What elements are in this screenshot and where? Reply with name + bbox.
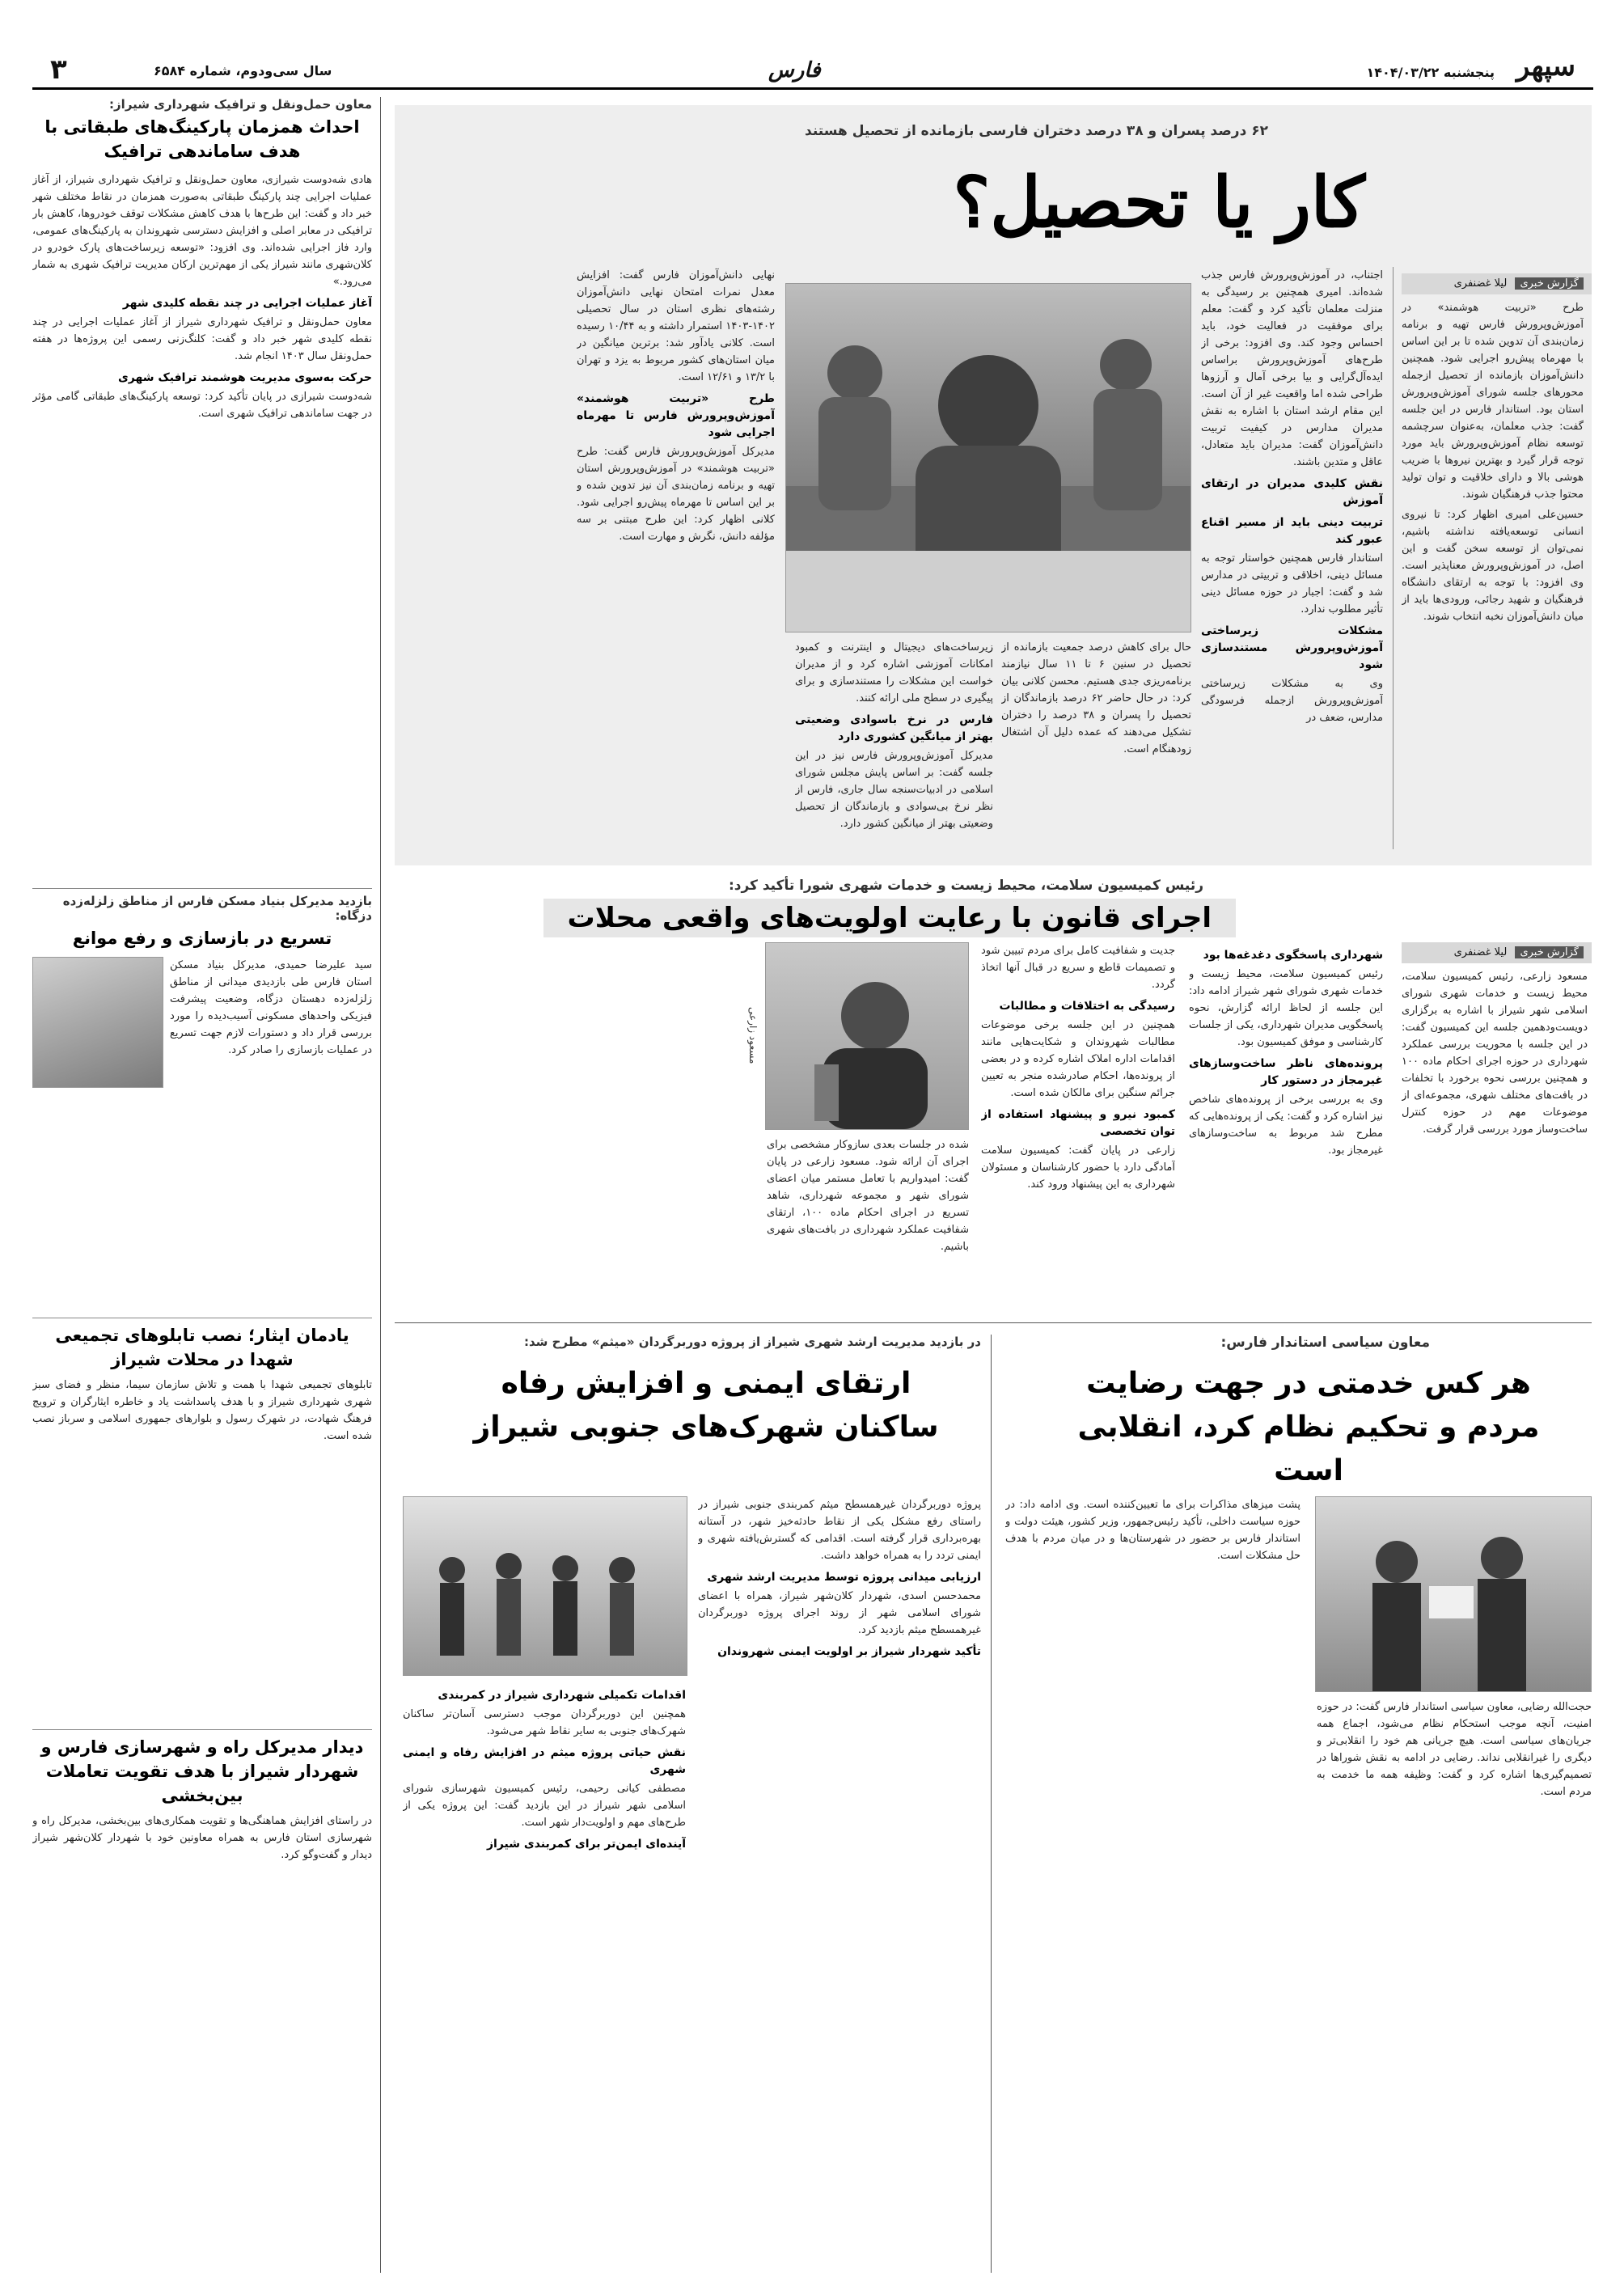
bottom-left-col-1: [698, 1496, 981, 2265]
sidebar-body-1-text: هادی شه‌دوست شیرازی، معاون حمل‌ونقل و ترافیک شهرداری شیراز، از آغاز عملیات اجرایی چند پارکینگ طبقاتی به‌صورت همزمان در نقاط مختلف شهر خبر داد و گفت: این طرح‌ها با هدف کاهش مشکلات توقف خودروها، کاهش بار ترافیکی در معابر اصلی و افزایش دسترسی شهروندان به پارکینگ‌های عمومی، وارد فاز اجرایی شده‌اند. وی افزود: «توسعه زیرساخت‌های پارک خودرو در کلان‌شهری مانند شیراز یکی از مهم‌ترین ارکان مدیریت ترافیک شهری به شمار می‌رود.»: [32, 174, 372, 288]
sidebar-sep-1: [32, 888, 372, 889]
lead-col-1-text: طرح «تربیت هوشمند» در آموزش‌وپرورش فارس تهیه و برنامه زمان‌بندی آن تدوین شده تا بر این اساس با مهرماه پیش‌رو اجرایی شود. همچنین دانش‌آموزان بازمانده از تحصیل ازجمله محورهای جلسه شورای آموزش‌وپرورش استان بود. استاندار فارس در این جلسه گفت: جذب معلمان، به‌عنوان سرچشمه توسعه نظام آموزش‌وپرورش باید مورد توجه قرار گیرد و بهترین نیروها با ضریب هوشی بالا و دارای خلاقیت و توان تولید محتوا جذب فرهنگیان شوند.: [1402, 302, 1584, 501]
bottom-left-col-1-sub-2: تأکید شهردار شیراز بر اولویت ایمنی شهروندان: [717, 1645, 981, 1658]
lead-col-3b-text: مدیرکل آموزش‌وپرورش فارس نیز در این جلسه گفت: بر اساس پایش مجلس شورای اسلامی در ادبیات‌سنجه سال جاری، فارس از نظر نرخ بی‌سوادی و بازماندگان از تحصیل وضعیتی بهتر از میانگین کشور دارد.: [795, 750, 993, 830]
speaker-illustration: [766, 943, 968, 1129]
sidebar-story-2: [32, 957, 372, 1313]
bottom-left-story: [395, 1335, 981, 2273]
mid-kicker: رئیس کمیسیون سلامت، محیط زیست و خدمات شهری شورا تأکید کرد:: [728, 878, 1203, 894]
earthquake-visit-photo: [32, 957, 163, 1088]
byline-author: لیلا غضنفری: [1453, 277, 1508, 290]
mid-headline: اجرای قانون با رعایت اولویت‌های واقعی محلات: [543, 899, 1236, 937]
lead-col-2-sub-2: تربیت دینی باید از مسیر اقناع عبور کند: [1201, 516, 1383, 546]
students-illustration: [786, 284, 1191, 632]
classroom-photo: [785, 283, 1191, 632]
lead-col-4-text: حال برای کاهش درصد جمعیت بازمانده از تحصیل در سنین ۶ تا ۱۱ سال نیازمند برنامه‌ریزی جدی هستیم. محسن کلانی بیان کرد: در حال حاضر ۶۲ درصد بازماندگان از تحصیل را پسران و ۳۸ درصد را دختران تشکیل می‌دهند که عمده دلیل آن اشتغال زودهنگام است.: [1001, 641, 1191, 755]
bottom-left-col-2: [403, 1682, 686, 2265]
sidebar-headline-2: تسریع در بازسازی و رفع موانع: [72, 929, 332, 948]
col-divider: [1393, 267, 1394, 849]
bottom-left-kicker: در بازدید مدیریت ارشد شهری شیراز از پروژه دوربرگردان «میثم» مطرح شد:: [523, 1335, 981, 1349]
left-sidebar: [32, 97, 372, 2273]
bottom-right-headline: هر کس خدمتی در جهت رضایت مردم و تحکیم نظام کرد، انقلابی است: [1077, 1367, 1540, 1487]
lead-col-2-text: اجتناب، در آموزش‌وپرورش فارس جذب شده‌اند. امیری همچنین بر رسیدگی به منزلت معلمان تأکید کرد و گفت: معلم برای موفقیت در فعالیت خود، باید احساس وجود کند. وی افزود: برخی از طرح‌های آموزش‌وپرورش براساس ایده‌آل‌گرایی و بیا برخی آمال و آرزوها طراحی شده اما واقعیت غیر از آن است. این مقام ارشد استان با اشاره به نقش مدیران مدارس در کیفیت تربیت دانش‌آموزان گفت: مدیران باید متعادل، عاقل و متدین باشند.: [1201, 269, 1383, 468]
bottom-left-col-1-sub-1: ارزیابی میدانی پروژه توسط مدیریت ارشد شهری: [707, 1571, 981, 1584]
bottom-left-col-2-sub-3: آینده‌ای ایمن‌تر برای کمربندی شیراز: [486, 1838, 686, 1851]
sidebar-kicker-1: معاون حمل‌ونقل و ترافیک شهرداری شیراز:: [109, 97, 372, 112]
mid-col-3-sub-1: رسیدگی به اختلافات و مطالبات: [999, 1000, 1175, 1013]
lead-col-1: [1402, 299, 1584, 857]
sidebar-body-1b-text: معاون حمل‌ونقل و ترافیک شهرداری شیراز از آغاز عملیات اجرایی در چند نقطه کلیدی شهر خبر داد و گفت: کلنگ‌زنی رسمی این پروژه‌ها در هفته حمل‌ونقل سال ۱۴۰۳ انجام شد.: [32, 316, 372, 362]
mid-col-2: [1189, 942, 1383, 1308]
sidebar-sub-2: حرکت به‌سوی مدیریت هوشمند ترافیک شهری: [117, 371, 372, 384]
sidebar-divider: [380, 97, 381, 2273]
masthead-rule: [32, 87, 1593, 90]
bottom-left-col-1b-text: محمدحسن اسدی، شهردار کلان‌شهر شیراز، همراه با اعضای شورای اسلامی شهر از روند اجرای پروژه دوربرگردان غیرهمسطح میثم بازدید کرد.: [698, 1590, 981, 1636]
lead-col-5: [577, 267, 775, 857]
masthead: [0, 0, 1624, 89]
sidebar-body-4-text: در راستای افزایش هماهنگی‌ها و تقویت همکاری‌های بین‌بخشی، مدیرکل راه و شهرسازی استان فارس به همراه معاونین خود با شهردار کلان‌شهر شیراز دیدار و گفت‌وگو کرد.: [32, 1815, 372, 1861]
lead-col-2c-text: وی به مشکلات زیرساختی آموزش‌وپرورش ازجمله فرسودگی مدارس، ضعف در: [1201, 678, 1383, 724]
mid-col-3c-text: زارعی در پایان گفت: کمیسیون سلامت آمادگی دارد با حضور کارشناسان و مسئولان شهرداری به این پیشنهاد ورود کند.: [981, 1144, 1175, 1191]
site-visit-illustration: [404, 1497, 687, 1675]
bottom-left-col-2b-text: مصطفی کیانی رحیمی، رئیس کمیسیون شهرسازی شورای اسلامی شهر شیراز در این بازدید گفت: این پروژه یکی از طرح‌های مهم و اولویت‌دار شهر است.: [403, 1783, 686, 1829]
lead-col-5-sub-1: طرح «تربیت هوشمند» آموزش‌وپرورش فارس تا مهرماه اجرایی شود: [577, 392, 775, 439]
mid-col-1-text: مسعود زارعی، رئیس کمیسیون سلامت، محیط زیست و خدمات شهری شورای اسلامی شهر شیراز با اشاره به برگزاری دویست‌ودهمین جلسه این کمیسیون گفت: در این جلسه با محوریت بررسی عملکرد شهرداری در حوزه اجرای احکام ماده ۱۰۰ و همچنین بررسی نحوه برخورد با تخلفات در بافت‌های مختلف شهری، مجموعه‌ای از موضوعات مهم در حوزه کنترل ساخت‌وساز مورد بررسی قرار گرفت.: [1402, 971, 1588, 1136]
bottom-left-col-1-text: پروژه دوربرگردان غیرهمسطح میثم کمربندی جنوبی شیراز در راستای رفع مشکل یکی از نقاط حادثه‌خیز شهر، در آستانه بهره‌برداری قرار گرفته است. اقدامی که گسترش‌یافته شهری و ایمنی تردد را به همراه خواهد داشت.: [698, 1499, 981, 1562]
sidebar-headline-3: یادمان ایثار؛ نصب تابلوهای تجمیعی شهدا در محلات شیراز: [55, 1326, 349, 1369]
mid-byline-tag: گزارش خبری: [1515, 946, 1584, 958]
bottom-right-col-1: [1005, 1496, 1300, 2265]
sidebar-headline-4: دیدار مدیرکل راه و شهرسازی فارس و شهردار شیراز با هدف تقویت تعاملات بین‌بخشی: [40, 1737, 364, 1805]
sidebar-body-2: [170, 957, 372, 1305]
issue-date: پنجشنبه ۱۴۰۴/۰۳/۲۲: [1366, 65, 1495, 80]
lead-col-3: [795, 639, 993, 857]
mid-bottom-sep: [395, 1322, 1592, 1323]
sidebar-body-3-text: تابلوهای تجمیعی شهدا با همت و تلاش سازمان سیما، منظر و فضای سبز شهری شهرداری شیراز و با هدف پاسداشت یاد و خاطره ایثارگران و ترویج فرهنگ شهادت، در شهرک رسول و بلوارهای جمهوری اسلامی و سرباز نصب شده است.: [32, 1379, 372, 1442]
bottom-left-headline: ارتقای ایمنی و افزایش رفاه ساکنان شهرک‌های جنوبی شیراز: [473, 1367, 939, 1444]
sidebar-body-4: [32, 1813, 372, 2055]
lead-headline: کار یا تحصیل؟: [953, 162, 1365, 243]
lead-col-2b-text: استاندار فارس همچنین خواستار توجه به مسائل دینی، اخلاقی و تربیتی در مدارس شد و گفت: اجبار در حوزه مسائل دینی تأثیر مطلوب ندارد.: [1201, 552, 1383, 616]
ceremony-illustration: [1316, 1497, 1591, 1691]
mid-col-2b-text: وی به بررسی برخی از پرونده‌های شاخص نیز اشاره کرد و گفت: یکی از پرونده‌هایی که مطرح شد مربوط به ساخت‌وسازهای غیرمجاز بود.: [1189, 1094, 1383, 1157]
mid-byline: [1402, 942, 1592, 963]
site-visit-photo: [403, 1496, 687, 1676]
sidebar-body-1: [32, 171, 372, 883]
mid-col-1: [1402, 968, 1588, 1308]
bottom-right-col-2-text: حجت‌الله رضایی، معاون سیاسی استاندار فارس گفت: در حوزه امنیت، آنچه موجب استحکام نظام می‌شود، اجماع همه جریان‌های سیاسی است. هیچ جریانی هم خود را انقلابی‌تر و دیگری را غیرانقلابی نداند. رضایی در ادامه به نقش شوراها در تصمیم‌گیری‌ها اشاره کرد و گفت: وظیفه همه ما خدمت به مردم است.: [1317, 1701, 1592, 1798]
mid-col-2-sub-2: پرونده‌های ناظر ساخت‌وسازهای غیرمجاز در دستور کار: [1189, 1057, 1383, 1087]
speaker-photo-caption: مسعود زارعی: [747, 1007, 759, 1064]
bottom-left-col-2-sub-1: اقدامات تکمیلی شهرداری شیراز در کمربندی: [438, 1689, 686, 1702]
lead-col-4: [1001, 639, 1191, 857]
mid-col-4: [767, 1136, 969, 1308]
mid-col-4-text: شده در جلسات بعدی سازوکار مشخصی برای اجرای آن ارائه شود. مسعود زارعی در پایان گفت: امیدواریم با تعامل مستمر میان اعضای شورای شهر و مجموعه شهرداری، شاهد تسریع در اجرای احکام ماده ۱۰۰، ارتقای شفافیت عملکرد شهرداری در بافت‌های شهری باشیم.: [767, 1139, 969, 1253]
mid-col-3: [981, 942, 1175, 1308]
mid-col-2-text: رئیس کمیسیون سلامت، محیط زیست و خدمات شهری شورای شهر شیراز ادامه داد: این جلسه از لحاظ ارائه گزارش، نحوه پاسخگویی مدیران شهرداری، یکی از جلسات کارشناسی و موفق کمیسیون بود.: [1189, 968, 1383, 1048]
bottom-left-col-2-text: همچنین این دوربرگردان موجب دسترسی آسان‌تر ساکنان شهرک‌های جنوبی به سایر نقاط شهر می‌شود.: [403, 1708, 686, 1737]
volume-issue: سال سی‌ودوم، شماره ۶۵۸۴: [154, 63, 332, 78]
mid-byline-author: لیلا غضنفری: [1453, 946, 1508, 958]
mid-col-2-sub-1: شهرداری پاسخگوی دغدغه‌ها بود: [1203, 949, 1383, 962]
sidebar-body-1c-text: شه‌دوست شیرازی در پایان تأکید کرد: توسعه پارکینگ‌های طبقاتی گامی مؤثر در جهت ساماندهی ترافیک شهری است.: [32, 391, 372, 420]
bottom-divider: [991, 1335, 992, 2273]
byline-tag: گزارش خبری: [1515, 277, 1584, 290]
lead-kicker: ۶۲ درصد پسران و ۳۸ درصد دختران فارسی بازمانده از تحصیل هستند: [805, 123, 1268, 139]
sidebar-body-3: [32, 1377, 372, 1724]
lead-story-box: [395, 105, 1592, 865]
lead-col-2-sub-3: مشکلات زیرساختی آموزش‌وپرورش مستندسازی شود: [1201, 624, 1383, 671]
lead-col-2-sub-1: نقش کلیدی مدیران در ارتقای آموزش: [1201, 477, 1383, 507]
mid-col-3-text: جدیت و شفافیت کامل برای مردم تبیین شود و تصمیمات قاطع و سریع در قبال آنها اتخاذ گردد.: [981, 945, 1175, 991]
bottom-left-col-2-sub-2: نقش حیاتی پروژه میثم در افزایش رفاه و ایمنی شهری: [403, 1746, 686, 1776]
ceremony-photo: [1315, 1496, 1592, 1692]
mid-story: [395, 878, 1592, 1314]
lead-col-2: [1201, 267, 1383, 857]
sidebar-body-2-text: سید علیرضا حمیدی، مدیرکل بنیاد مسکن استان فارس طی بازدیدی میدانی از مناطق زلزله‌زده دهستان دزگاه، وضعیت پیشرفت فیزیکی واحدهای مسکونی آسیب‌دیده را مورد بررسی قرار داد و دستورات لازم جهت تسریع در عملیات بازسازی را صادر کرد.: [170, 959, 372, 1056]
mid-col-3-sub-2: کمبود نیرو و پیشنهاد استفاده از توان تخصصی: [981, 1108, 1175, 1138]
page-number: ۳: [50, 53, 67, 86]
sidebar-headline-1: احداث همزمان پارکینگ‌های طبقاتی با هدف ساماندهی ترافیک: [44, 117, 360, 161]
mid-col-3b-text: همچنین در این جلسه برخی موضوعات مطالبات شهروندان و شکایت‌هایی مانند اقدامات اداره املاک اشاره کرده و در بعضی از پرونده‌ها، احکام صادرشده منجر به تعیین جرائم سنگین برای مالکان شده است.: [981, 1019, 1175, 1099]
bottom-right-col-2: [1317, 1699, 1592, 2265]
bottom-right-story: [995, 1335, 1592, 2273]
lead-col-5b-text: مدیرکل آموزش‌وپرورش فارس گفت: طرح «تربیت هوشمند» در آموزش‌وپرورش استان تهیه و برنامه زمان‌بندی آن نیز تدوین شده و بر این اساس تا مهرماه پیش‌رو اجرایی شود. کلانی اظهار کرد: این طرح مبتنی بر سه مؤلفه دانش، نگرش و مهارت است.: [577, 446, 775, 543]
lead-col-1b-text: حسین‌علی امیری اظهار کرد: تا نیروی انسانی توسعه‌یافته نداشته باشیم، نمی‌توان از توسعه سخن گفت و این اصل، در آموزش‌وپرورش معناپذیر است. وی افزود: با توجه به ارتقای دانشگاه فرهنگیان و شهید رجائی، ورودی‌ها باید از میان دانش‌آموزان نخبه انتخاب شوند.: [1402, 509, 1584, 623]
bottom-right-kicker: معاون سیاسی استاندار فارس:: [1220, 1335, 1430, 1351]
lead-col-3-sub-1: فارس در نرخ باسوادی وضعیتی بهتر از میانگین کشوری دارد: [795, 713, 993, 743]
bottom-right-col-1-text: پشت میزهای مذاکرات برای ما تعیین‌کننده است. وی ادامه داد: در حوزه سیاست داخلی، تأکید رئیس‌جمهور، وزیر کشور، هیئت دولت و استاندار فارس بر حضور در شهرستان‌ها و در میان مردم با هدف حل مشکلات است.: [1005, 1499, 1300, 1562]
speaker-photo: [765, 942, 969, 1130]
section-name: فارس: [768, 58, 821, 82]
lead-col-3-text: زیرساخت‌های دیجیتال و اینترنت و کمبود امکانات آموزشی اشاره کرد و از مدیران خواست این مشکلات را مستندسازی و برای پیگیری در سطح ملی ارائه کنند.: [795, 641, 993, 704]
sidebar-sub-1: آغاز عملیات اجرایی در چند نقطه کلیدی شهر: [122, 297, 372, 310]
paper-logo: سپهر: [1516, 50, 1575, 82]
sidebar-kicker-2: بازدید مدیرکل بنیاد مسکن فارس از مناطق زلزله‌زده دزگاه:: [62, 894, 372, 923]
lead-byline: [1402, 273, 1592, 294]
sidebar-sep-3: [32, 1729, 372, 1730]
lead-col-5-text: نهایی دانش‌آموزان فارس گفت: افزایش معدل نمرات امتحان نهایی دانش‌آموزان رشته‌های نظری استان در سال تحصیلی ۱۴۰۲-۱۴۰۳ استمرار داشته و به ۱۰/۴۴ رسیده است. کلانی یادآور شد: برترین میانگین در میان استان‌های کشور مربوط به یزد و تهران با ۱۳/۲ و ۱۲/۶۱ است.: [577, 269, 775, 383]
